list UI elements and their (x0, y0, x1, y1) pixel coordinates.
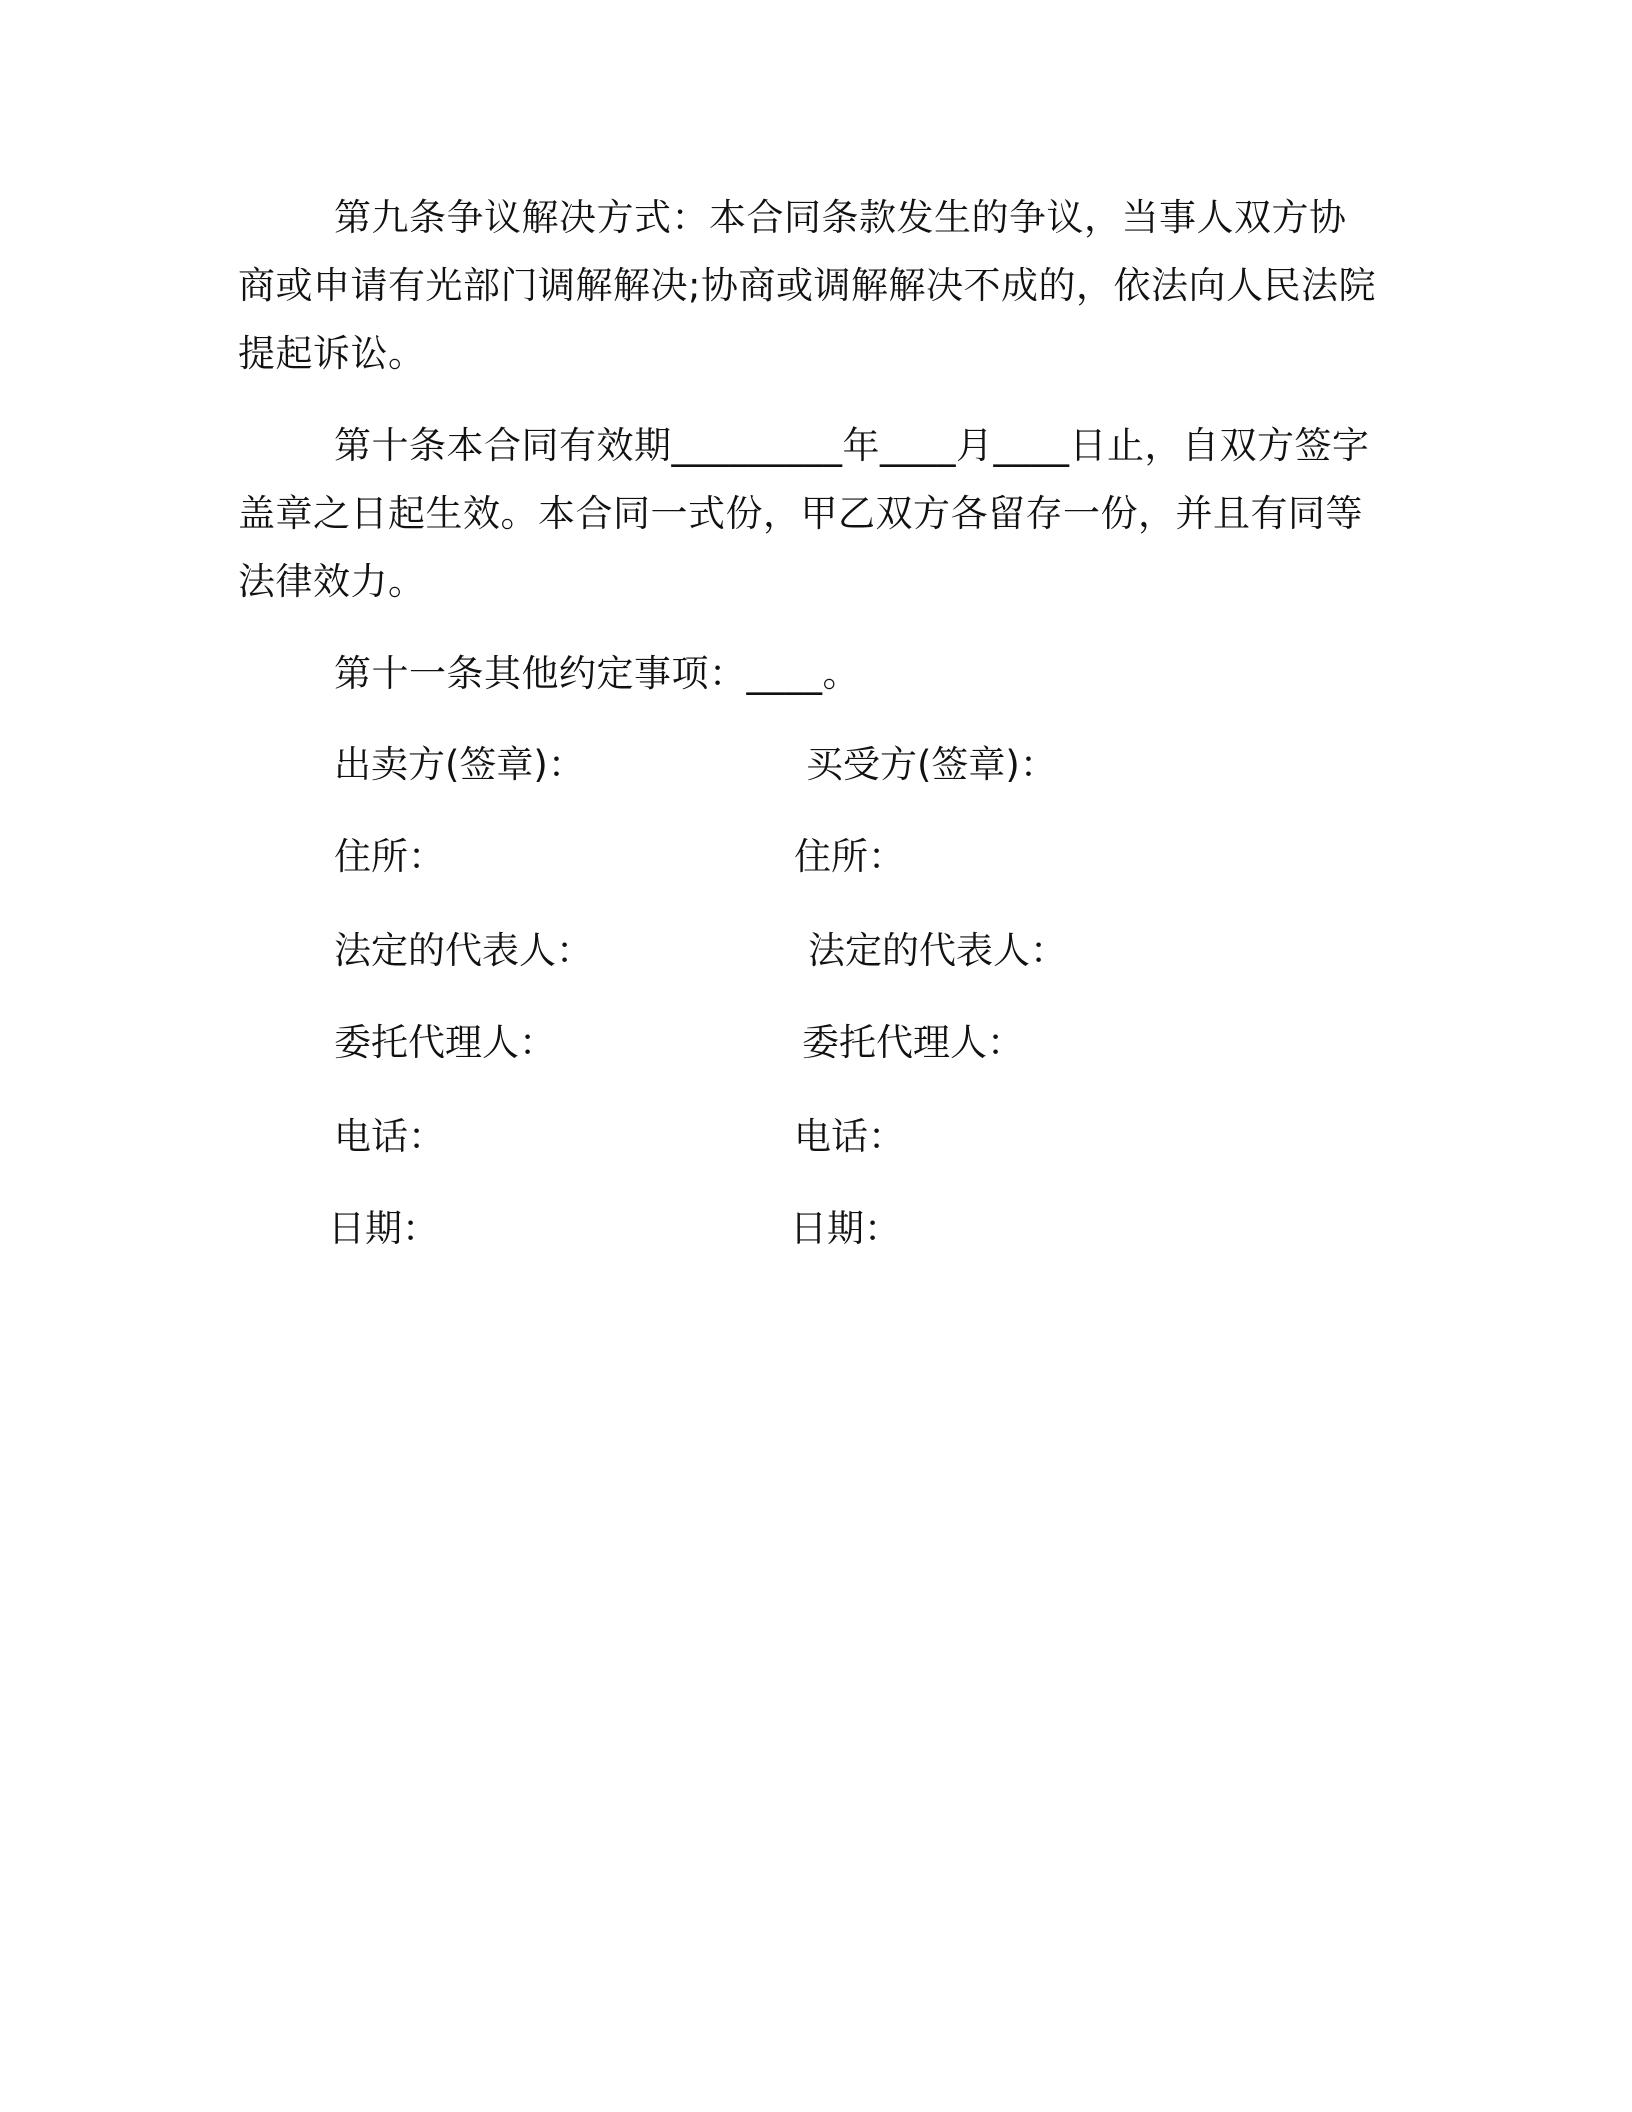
seller-address-label: 住所： (334, 835, 445, 878)
buyer-agent-label: 委托代理人： (802, 1021, 1024, 1064)
buyer-sign-label: 买受方(签章)： (806, 743, 1057, 786)
buyer-phone-label: 电话： (794, 1115, 905, 1158)
article-9-paragraph: 第九条争议解决方式：本合同条款发生的争议，当事人双方协商或申请有光部门调解解决;协商或调解解决不成的，依法向人民法院提起诉讼。 (238, 196, 1376, 375)
seller-phone-label: 电话： (334, 1115, 445, 1158)
seller-legal-rep-label: 法定的代表人： (334, 929, 593, 972)
seller-date-label: 日期： (328, 1207, 439, 1250)
buyer-address-label: 住所： (794, 835, 905, 878)
buyer-legal-rep-label: 法定的代表人： (808, 929, 1067, 972)
article-11-paragraph: 第十一条其他约定事项：____。 (334, 652, 860, 695)
seller-agent-label: 委托代理人： (334, 1021, 556, 1064)
buyer-date-label: 日期： (790, 1207, 901, 1250)
seller-sign-label: 出卖方(签章)： (334, 743, 585, 786)
article-10-paragraph: 第十条本合同有效期_________年____月____日止，自双方签字盖章之日起生效。本合同一式份，甲乙双方各留存一份，并且有同等法律效力。 (238, 424, 1370, 603)
